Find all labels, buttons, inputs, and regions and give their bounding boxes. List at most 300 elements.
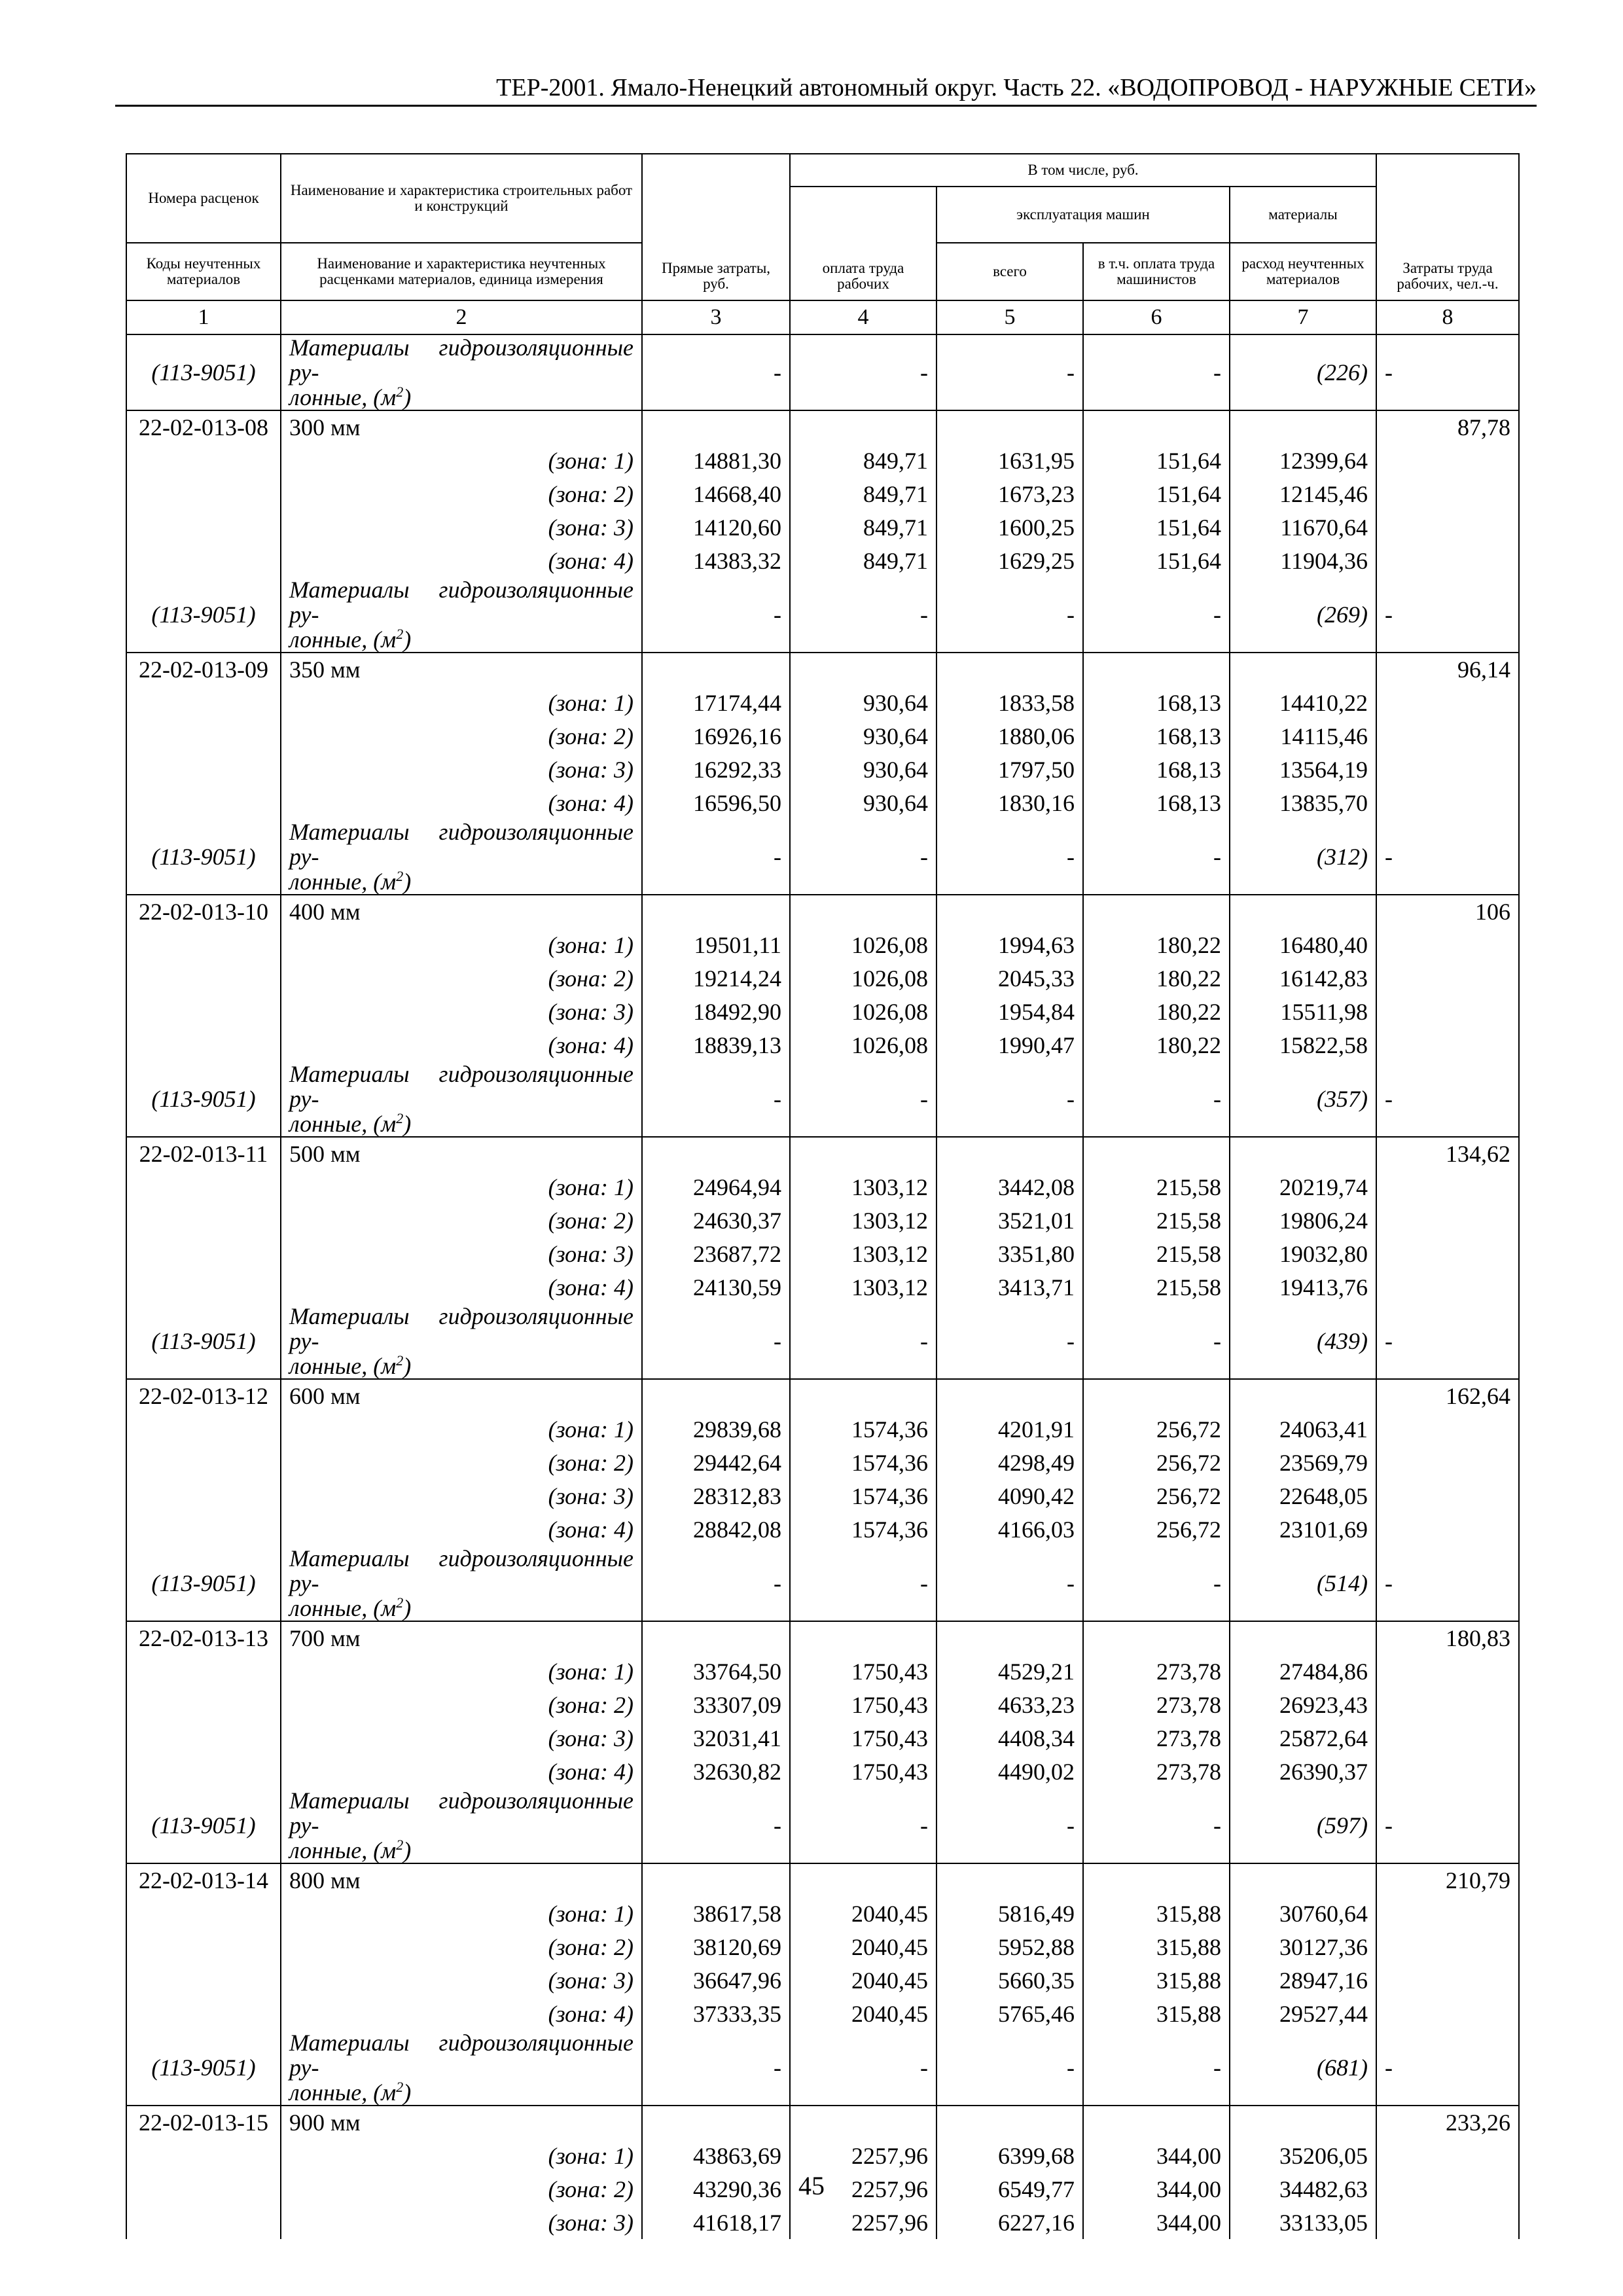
worker-wages: 930,64 <box>790 719 936 753</box>
machines-total: 1994,63 <box>936 928 1083 961</box>
direct-cost-cell: - <box>642 1062 790 1137</box>
rate-row <box>126 1379 1519 1412</box>
zone-label: (зона: 2) <box>281 477 642 511</box>
zone-row <box>126 477 1519 511</box>
zone-label: (зона: 2) <box>281 1930 642 1964</box>
direct-cost: 33764,50 <box>642 1655 790 1688</box>
zone-row <box>126 753 1519 786</box>
materials-cell <box>1230 1863 1376 1897</box>
column-number: 5 <box>936 300 1083 334</box>
zone-row <box>126 2139 1519 2172</box>
rate-code-empty <box>126 1513 281 1546</box>
machines-cell <box>936 653 1083 686</box>
direct-cost: 14383,32 <box>642 544 790 577</box>
materials-cost: 29527,44 <box>1230 1997 1376 2030</box>
rate-row <box>126 2106 1519 2139</box>
labor-empty <box>1376 928 1519 961</box>
materials-cell <box>1230 653 1376 686</box>
zone-label: (зона: 4) <box>281 1997 642 2030</box>
header-labor-costs: Затраты труда рабочих, чел.-ч. <box>1376 154 1519 300</box>
rate-code-empty <box>126 1930 281 1964</box>
material-row <box>126 577 1519 653</box>
labor-cell: - <box>1376 2030 1519 2106</box>
machines-total: 6399,68 <box>936 2139 1083 2172</box>
direct-cost: 16292,33 <box>642 753 790 786</box>
materials-cost: 19413,76 <box>1230 1270 1376 1304</box>
operators-cell: - <box>1083 1788 1230 1863</box>
worker-wages: 1750,43 <box>790 1655 936 1688</box>
zone-label: (зона: 2) <box>281 2172 642 2206</box>
zone-label: (зона: 3) <box>281 995 642 1028</box>
zone-row <box>126 1028 1519 1062</box>
direct-cost: 29442,64 <box>642 1446 790 1479</box>
direct-cost: 16596,50 <box>642 786 790 819</box>
operator-wages: 273,78 <box>1083 1721 1230 1755</box>
rate-code: 22-02-013-14 <box>126 1863 281 1897</box>
wages-cell: - <box>790 1546 936 1621</box>
direct-cost-cell <box>642 1863 790 1897</box>
direct-cost-cell <box>642 653 790 686</box>
machines-total: 1673,23 <box>936 477 1083 511</box>
materials-cost: 28947,16 <box>1230 1964 1376 1997</box>
machines-cell: - <box>936 334 1083 410</box>
material-code: (113-9051) <box>126 577 281 653</box>
operator-wages: 180,22 <box>1083 995 1230 1028</box>
zone-row <box>126 1170 1519 1204</box>
worker-wages: 1303,12 <box>790 1204 936 1237</box>
worker-wages: 1574,36 <box>790 1412 936 1446</box>
direct-cost: 14881,30 <box>642 444 790 477</box>
operators-cell <box>1083 410 1230 444</box>
rate-row <box>126 895 1519 928</box>
rate-code-empty <box>126 719 281 753</box>
labor-empty <box>1376 1721 1519 1755</box>
labor-empty <box>1376 719 1519 753</box>
operators-cell <box>1083 1863 1230 1897</box>
labor-empty <box>1376 1028 1519 1062</box>
rate-name: 700 мм <box>281 1621 642 1655</box>
machines-total: 1830,16 <box>936 786 1083 819</box>
labor-empty <box>1376 1270 1519 1304</box>
direct-cost: 43863,69 <box>642 2139 790 2172</box>
operator-wages: 151,64 <box>1083 444 1230 477</box>
wages-cell <box>790 1379 936 1412</box>
direct-cost: 43290,36 <box>642 2172 790 2206</box>
zone-row <box>126 1897 1519 1930</box>
materials-cell <box>1230 1137 1376 1170</box>
worker-wages: 1026,08 <box>790 961 936 995</box>
material-amount: (597) <box>1230 1788 1376 1863</box>
material-code: (113-9051) <box>126 1304 281 1379</box>
labor-empty <box>1376 1997 1519 2030</box>
zone-row <box>126 1237 1519 1270</box>
rate-code-empty <box>126 1964 281 1997</box>
direct-cost: 19214,24 <box>642 961 790 995</box>
wages-cell: - <box>790 1788 936 1863</box>
labor-cell: - <box>1376 1304 1519 1379</box>
header-operator-wages: в т.ч. оплата труда машинистов <box>1083 243 1230 300</box>
material-code: (113-9051) <box>126 819 281 895</box>
zone-label: (зона: 1) <box>281 1412 642 1446</box>
materials-cost: 22648,05 <box>1230 1479 1376 1513</box>
materials-cost: 24063,41 <box>1230 1412 1376 1446</box>
rate-code-empty <box>126 1655 281 1688</box>
worker-wages: 1750,43 <box>790 1721 936 1755</box>
labor-empty <box>1376 444 1519 477</box>
header-rule <box>115 105 1537 107</box>
rate-code-empty <box>126 928 281 961</box>
material-row <box>126 1788 1519 1863</box>
labor-empty <box>1376 1930 1519 1964</box>
rate-code-empty <box>126 753 281 786</box>
worker-wages: 2040,45 <box>790 1964 936 1997</box>
worker-wages: 1574,36 <box>790 1446 936 1479</box>
labor-cost: 87,78 <box>1376 410 1519 444</box>
zone-label: (зона: 2) <box>281 1204 642 1237</box>
rate-name: 300 мм <box>281 410 642 444</box>
operator-wages: 344,00 <box>1083 2172 1230 2206</box>
zone-label: (зона: 3) <box>281 1479 642 1513</box>
operator-wages: 215,58 <box>1083 1237 1230 1270</box>
zone-row <box>126 1721 1519 1755</box>
zone-row <box>126 928 1519 961</box>
machines-cell: - <box>936 1062 1083 1137</box>
material-amount: (269) <box>1230 577 1376 653</box>
rate-code-empty <box>126 2139 281 2172</box>
materials-cell <box>1230 895 1376 928</box>
materials-cost: 30760,64 <box>1230 1897 1376 1930</box>
machines-total: 6549,77 <box>936 2172 1083 2206</box>
operator-wages: 180,22 <box>1083 961 1230 995</box>
direct-cost: 23687,72 <box>642 1237 790 1270</box>
header-material-codes: Коды неучтенных материалов <box>126 243 281 300</box>
table-body <box>126 334 1519 2239</box>
worker-wages: 1026,08 <box>790 995 936 1028</box>
labor-empty <box>1376 995 1519 1028</box>
operators-cell: - <box>1083 819 1230 895</box>
zone-label: (зона: 2) <box>281 1688 642 1721</box>
direct-cost-cell <box>642 1137 790 1170</box>
operator-wages: 168,13 <box>1083 719 1230 753</box>
labor-cost: 233,26 <box>1376 2106 1519 2139</box>
direct-cost: 28312,83 <box>642 1479 790 1513</box>
machines-total: 6227,16 <box>936 2206 1083 2239</box>
direct-cost: 19501,11 <box>642 928 790 961</box>
labor-empty <box>1376 1412 1519 1446</box>
zone-label: (зона: 3) <box>281 2206 642 2239</box>
machines-total: 5765,46 <box>936 1997 1083 2030</box>
machines-total: 1954,84 <box>936 995 1083 1028</box>
machines-total: 1833,58 <box>936 686 1083 719</box>
direct-cost-cell: - <box>642 334 790 410</box>
wages-cell <box>790 1863 936 1897</box>
wages-cell <box>790 653 936 686</box>
material-code: (113-9051) <box>126 2030 281 2106</box>
operator-wages: 180,22 <box>1083 928 1230 961</box>
direct-cost-cell: - <box>642 2030 790 2106</box>
rate-code-empty <box>126 1028 281 1062</box>
direct-cost: 24130,59 <box>642 1270 790 1304</box>
rate-name: 400 мм <box>281 895 642 928</box>
material-description: Материалы гидроизоляционные ру- лонные, $(м^2)$ <box>281 577 642 653</box>
labor-cell: - <box>1376 577 1519 653</box>
direct-cost: 24630,37 <box>642 1204 790 1237</box>
machines-total: 3351,80 <box>936 1237 1083 1270</box>
material-row <box>126 1546 1519 1621</box>
labor-cost: 162,64 <box>1376 1379 1519 1412</box>
materials-cost: 33133,05 <box>1230 2206 1376 2239</box>
page-number: 45 <box>798 2171 825 2200</box>
materials-cost: 34482,63 <box>1230 2172 1376 2206</box>
zone-row <box>126 1688 1519 1721</box>
zone-row <box>126 1446 1519 1479</box>
zone-label: (зона: 1) <box>281 1897 642 1930</box>
labor-empty <box>1376 961 1519 995</box>
materials-cost: 16480,40 <box>1230 928 1376 961</box>
materials-cost: 30127,36 <box>1230 1930 1376 1964</box>
rate-code: 22-02-013-15 <box>126 2106 281 2139</box>
operator-wages: 168,13 <box>1083 786 1230 819</box>
header-material-names: Наименование и характеристика неучтенных расценками материалов, единица измерения <box>281 243 642 300</box>
materials-cost: 11670,64 <box>1230 511 1376 544</box>
material-amount: (226) <box>1230 334 1376 410</box>
machines-cell <box>936 1379 1083 1412</box>
zone-label: (зона: 1) <box>281 686 642 719</box>
operators-cell: - <box>1083 1546 1230 1621</box>
direct-cost: 17174,44 <box>642 686 790 719</box>
worker-wages: 1303,12 <box>790 1270 936 1304</box>
materials-cost: 15511,98 <box>1230 995 1376 1028</box>
machines-cell <box>936 1137 1083 1170</box>
header-machines-total: всего <box>936 243 1083 300</box>
labor-empty <box>1376 786 1519 819</box>
worker-wages: 849,71 <box>790 511 936 544</box>
operator-wages: 256,72 <box>1083 1513 1230 1546</box>
worker-wages: 2257,96 <box>790 2139 936 2172</box>
rate-code: 22-02-013-10 <box>126 895 281 928</box>
machines-total: 1990,47 <box>936 1028 1083 1062</box>
materials-cost: 14410,22 <box>1230 686 1376 719</box>
operator-wages: 273,78 <box>1083 1755 1230 1788</box>
wages-cell <box>790 1621 936 1655</box>
direct-cost: 38120,69 <box>642 1930 790 1964</box>
rates-table <box>126 153 1520 2239</box>
machines-total: 1600,25 <box>936 511 1083 544</box>
direct-cost-cell <box>642 2106 790 2139</box>
running-head: ТЕР-2001. Ямало-Ненецкий автономный округ. Часть 22. «ВОДОПРОВОД - НАРУЖНЫЕ СЕТИ» <box>496 74 1537 101</box>
worker-wages: 1574,36 <box>790 1513 936 1546</box>
rate-code: 22-02-013-08 <box>126 410 281 444</box>
worker-wages: 1026,08 <box>790 1028 936 1062</box>
operator-wages: 315,88 <box>1083 1930 1230 1964</box>
wages-cell: - <box>790 2030 936 2106</box>
wages-cell <box>790 2106 936 2139</box>
header-material-consumption: расход неучтенных материалов <box>1230 243 1376 300</box>
direct-cost-cell: - <box>642 819 790 895</box>
machines-cell <box>936 1621 1083 1655</box>
zone-row <box>126 1412 1519 1446</box>
operator-wages: 168,13 <box>1083 686 1230 719</box>
worker-wages: 2040,45 <box>790 1897 936 1930</box>
labor-empty <box>1376 1688 1519 1721</box>
zone-row <box>126 995 1519 1028</box>
wages-cell: - <box>790 1062 936 1137</box>
zone-row <box>126 544 1519 577</box>
zone-label: (зона: 3) <box>281 1721 642 1755</box>
labor-empty <box>1376 511 1519 544</box>
worker-wages: 1026,08 <box>790 928 936 961</box>
worker-wages: 1750,43 <box>790 1688 936 1721</box>
header-worker-wages: оплата труда рабочих <box>790 187 936 300</box>
machines-total: 4298,49 <box>936 1446 1083 1479</box>
column-number: 6 <box>1083 300 1230 334</box>
machines-total: 3442,08 <box>936 1170 1083 1204</box>
rate-code-empty <box>126 961 281 995</box>
materials-cost: 35206,05 <box>1230 2139 1376 2172</box>
zone-row <box>126 2206 1519 2239</box>
rate-name: 900 мм <box>281 2106 642 2139</box>
operator-wages: 315,88 <box>1083 1964 1230 1997</box>
operator-wages: 273,78 <box>1083 1688 1230 1721</box>
direct-cost-cell: - <box>642 1546 790 1621</box>
rate-code-empty <box>126 1270 281 1304</box>
rate-code-empty <box>126 1446 281 1479</box>
operator-wages: 215,58 <box>1083 1170 1230 1204</box>
operator-wages: 273,78 <box>1083 1655 1230 1688</box>
rate-code-empty <box>126 686 281 719</box>
operator-wages: 168,13 <box>1083 753 1230 786</box>
machines-total: 5660,35 <box>936 1964 1083 1997</box>
operator-wages: 151,64 <box>1083 511 1230 544</box>
wages-cell <box>790 410 936 444</box>
zone-row <box>126 961 1519 995</box>
materials-cost: 26390,37 <box>1230 1755 1376 1788</box>
worker-wages: 1303,12 <box>790 1170 936 1204</box>
labor-empty <box>1376 1170 1519 1204</box>
direct-cost-cell <box>642 1379 790 1412</box>
zone-row <box>126 1513 1519 1546</box>
rate-code-empty <box>126 1170 281 1204</box>
labor-cost: 180,83 <box>1376 1621 1519 1655</box>
rate-code: 22-02-013-09 <box>126 653 281 686</box>
material-description: Материалы гидроизоляционные ру- лонные, $(м^2)$ <box>281 1062 642 1137</box>
rate-row <box>126 410 1519 444</box>
material-amount: (514) <box>1230 1546 1376 1621</box>
materials-cost: 26923,43 <box>1230 1688 1376 1721</box>
rate-row <box>126 1621 1519 1655</box>
rate-row <box>126 1863 1519 1897</box>
zone-label: (зона: 4) <box>281 1028 642 1062</box>
wages-cell: - <box>790 1304 936 1379</box>
operator-wages: 180,22 <box>1083 1028 1230 1062</box>
material-description: Материалы гидроизоляционные ру- лонные, $(м^2)$ <box>281 1546 642 1621</box>
rate-name: 600 мм <box>281 1379 642 1412</box>
machines-total: 5952,88 <box>936 1930 1083 1964</box>
rate-row <box>126 1137 1519 1170</box>
rate-code: 22-02-013-13 <box>126 1621 281 1655</box>
zone-row <box>126 1997 1519 2030</box>
rate-code-empty <box>126 1755 281 1788</box>
zone-row <box>126 1755 1519 1788</box>
zone-row <box>126 1964 1519 1997</box>
material-description: Материалы гидроизоляционные ру- лонные, $(м^2)$ <box>281 819 642 895</box>
direct-cost: 18839,13 <box>642 1028 790 1062</box>
header-machine-operation: эксплуатация машин <box>936 187 1230 243</box>
machines-total: 3413,71 <box>936 1270 1083 1304</box>
labor-cell: - <box>1376 1788 1519 1863</box>
direct-cost-cell: - <box>642 1788 790 1863</box>
operator-wages: 256,72 <box>1083 1412 1230 1446</box>
labor-empty <box>1376 1479 1519 1513</box>
rate-code-empty <box>126 1721 281 1755</box>
rate-name: 800 мм <box>281 1863 642 1897</box>
machines-cell <box>936 2106 1083 2139</box>
operator-wages: 215,58 <box>1083 1270 1230 1304</box>
material-description: Материалы гидроизоляционные ру- лонные, $(м^2)$ <box>281 2030 642 2106</box>
wages-cell <box>790 895 936 928</box>
operators-cell <box>1083 1621 1230 1655</box>
direct-cost: 33307,09 <box>642 1688 790 1721</box>
material-description: Материалы гидроизоляционные ру- лонные, $(м^2)$ <box>281 1788 642 1863</box>
rate-code-empty <box>126 477 281 511</box>
rate-code-empty <box>126 2206 281 2239</box>
operator-wages: 344,00 <box>1083 2206 1230 2239</box>
rate-code-empty <box>126 1997 281 2030</box>
machines-total: 1880,06 <box>936 719 1083 753</box>
worker-wages: 930,64 <box>790 686 936 719</box>
zone-label: (зона: 3) <box>281 1237 642 1270</box>
materials-cost: 16142,83 <box>1230 961 1376 995</box>
header-including: В том числе, руб. <box>790 154 1376 187</box>
labor-empty <box>1376 1897 1519 1930</box>
wages-cell: - <box>790 334 936 410</box>
zone-label: (зона: 4) <box>281 1270 642 1304</box>
column-number: 1 <box>126 300 281 334</box>
material-row <box>126 334 1519 410</box>
operators-cell <box>1083 1379 1230 1412</box>
header-direct-costs: Прямые затраты, руб. <box>642 154 790 300</box>
rate-code-empty <box>126 1237 281 1270</box>
operator-wages: 256,72 <box>1083 1479 1230 1513</box>
materials-cost: 23569,79 <box>1230 1446 1376 1479</box>
rate-code-empty <box>126 1412 281 1446</box>
zone-label: (зона: 4) <box>281 786 642 819</box>
direct-cost: 18492,90 <box>642 995 790 1028</box>
operators-cell: - <box>1083 2030 1230 2106</box>
operator-wages: 344,00 <box>1083 2139 1230 2172</box>
rate-code: 22-02-013-11 <box>126 1137 281 1170</box>
materials-cell <box>1230 1621 1376 1655</box>
zone-row <box>126 444 1519 477</box>
material-amount: (357) <box>1230 1062 1376 1137</box>
operator-wages: 315,88 <box>1083 1897 1230 1930</box>
worker-wages: 2040,45 <box>790 1930 936 1964</box>
operators-cell <box>1083 2106 1230 2139</box>
materials-cost: 27484,86 <box>1230 1655 1376 1688</box>
materials-cost: 15822,58 <box>1230 1028 1376 1062</box>
materials-cell <box>1230 2106 1376 2139</box>
direct-cost: 28842,08 <box>642 1513 790 1546</box>
rate-code-empty <box>126 511 281 544</box>
zone-label: (зона: 4) <box>281 1755 642 1788</box>
direct-cost: 14668,40 <box>642 477 790 511</box>
operators-cell: - <box>1083 577 1230 653</box>
zone-label: (зона: 1) <box>281 1170 642 1204</box>
materials-cell <box>1230 410 1376 444</box>
rate-code-empty <box>126 1479 281 1513</box>
labor-empty <box>1376 1204 1519 1237</box>
material-row <box>126 1304 1519 1379</box>
